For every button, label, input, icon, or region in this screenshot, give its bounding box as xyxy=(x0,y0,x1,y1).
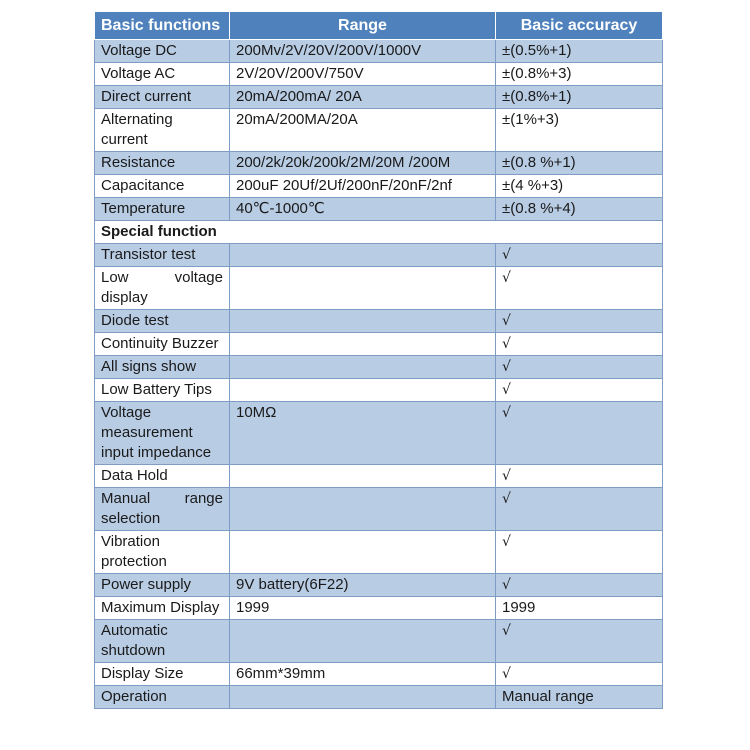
header-row xyxy=(95,12,663,40)
table-row xyxy=(95,63,663,86)
range-cell xyxy=(230,465,496,488)
table-row xyxy=(95,244,663,267)
table-row xyxy=(95,531,663,574)
function-cell: Operation xyxy=(95,686,230,709)
range-cell: 200uF 20Uf/2Uf/200nF/20nF/2nf xyxy=(230,175,496,198)
function-cell: Transistor test xyxy=(95,244,230,267)
table-row xyxy=(95,310,663,333)
range-cell xyxy=(230,333,496,356)
range-cell xyxy=(230,531,496,574)
function-cell: Continuity Buzzer xyxy=(95,333,230,356)
function-cell: Power supply xyxy=(95,574,230,597)
function-cell: Voltage AC xyxy=(95,63,230,86)
table-row xyxy=(95,465,663,488)
range-cell: 20mA/200mA/ 20A xyxy=(230,86,496,109)
table-row xyxy=(95,198,663,221)
accuracy-cell: ±(4 %+3) xyxy=(496,175,663,198)
range-cell xyxy=(230,356,496,379)
table-row xyxy=(95,86,663,109)
range-cell: 40℃-1000℃ xyxy=(230,198,496,221)
table-row xyxy=(95,109,663,152)
table-row xyxy=(95,175,663,198)
accuracy-cell: √ xyxy=(496,663,663,686)
range-cell: 20mA/200MA/20A xyxy=(230,109,496,152)
function-cell: Vibration protection xyxy=(95,531,230,574)
function-cell: Diode test xyxy=(95,310,230,333)
accuracy-cell: √ xyxy=(496,574,663,597)
function-cell: Voltage measurement input impedance xyxy=(95,402,230,465)
table-row xyxy=(95,663,663,686)
range-cell xyxy=(230,310,496,333)
range-cell: 200Mv/2V/20V/200V/1000V xyxy=(230,40,496,63)
accuracy-cell: √ xyxy=(496,310,663,333)
range-cell: 10MΩ xyxy=(230,402,496,465)
accuracy-cell: ±(0.8%+1) xyxy=(496,86,663,109)
function-cell: Maximum Display xyxy=(95,597,230,620)
accuracy-cell: √ xyxy=(496,402,663,465)
range-cell xyxy=(230,686,496,709)
range-cell: 9V battery(6F22) xyxy=(230,574,496,597)
accuracy-cell: √ xyxy=(496,333,663,356)
accuracy-cell: ±(0.8%+3) xyxy=(496,63,663,86)
function-cell: Temperature xyxy=(95,198,230,221)
function-cell: All signs show xyxy=(95,356,230,379)
accuracy-cell: √ xyxy=(496,488,663,531)
section-header-row xyxy=(95,221,663,244)
function-cell: Capacitance xyxy=(95,175,230,198)
table-row xyxy=(95,574,663,597)
range-cell xyxy=(230,620,496,663)
range-cell xyxy=(230,379,496,402)
table-row xyxy=(95,267,663,310)
accuracy-cell: Manual range xyxy=(496,686,663,709)
spec-table xyxy=(94,11,663,709)
function-cell: Direct current xyxy=(95,86,230,109)
table-row xyxy=(95,597,663,620)
table-row xyxy=(95,152,663,175)
range-cell: 1999 xyxy=(230,597,496,620)
table-row xyxy=(95,402,663,465)
header-range: Range xyxy=(230,12,496,40)
function-cell: Voltage DC xyxy=(95,40,230,63)
header-basic-accuracy: Basic accuracy xyxy=(496,12,663,40)
function-cell: Low voltage display xyxy=(95,267,230,310)
header-basic-functions: Basic functions xyxy=(95,12,230,40)
range-cell: 66mm*39mm xyxy=(230,663,496,686)
table-row xyxy=(95,356,663,379)
function-cell: Automatic shutdown xyxy=(95,620,230,663)
accuracy-cell: √ xyxy=(496,356,663,379)
table-row xyxy=(95,40,663,63)
table-row xyxy=(95,379,663,402)
accuracy-cell: ±(1%+3) xyxy=(496,109,663,152)
accuracy-cell: √ xyxy=(496,244,663,267)
function-cell: Display Size xyxy=(95,663,230,686)
accuracy-cell: ±(0.5%+1) xyxy=(496,40,663,63)
range-cell: 200/2k/20k/200k/2M/20M /200M xyxy=(230,152,496,175)
accuracy-cell: 1999 xyxy=(496,597,663,620)
range-cell xyxy=(230,244,496,267)
accuracy-cell: √ xyxy=(496,531,663,574)
table-row xyxy=(95,333,663,356)
function-cell: Low Battery Tips xyxy=(95,379,230,402)
function-cell: Manual range selection xyxy=(95,488,230,531)
function-cell: Alternating current xyxy=(95,109,230,152)
accuracy-cell: √ xyxy=(496,267,663,310)
accuracy-cell: ±(0.8 %+1) xyxy=(496,152,663,175)
function-cell: Resistance xyxy=(95,152,230,175)
range-cell: 2V/20V/200V/750V xyxy=(230,63,496,86)
table-row xyxy=(95,488,663,531)
range-cell xyxy=(230,267,496,310)
table-row xyxy=(95,686,663,709)
accuracy-cell: √ xyxy=(496,620,663,663)
accuracy-cell: √ xyxy=(496,379,663,402)
special-function-heading: Special function xyxy=(95,221,663,244)
accuracy-cell: ±(0.8 %+4) xyxy=(496,198,663,221)
range-cell xyxy=(230,488,496,531)
function-cell: Data Hold xyxy=(95,465,230,488)
accuracy-cell: √ xyxy=(496,465,663,488)
table-row xyxy=(95,620,663,663)
